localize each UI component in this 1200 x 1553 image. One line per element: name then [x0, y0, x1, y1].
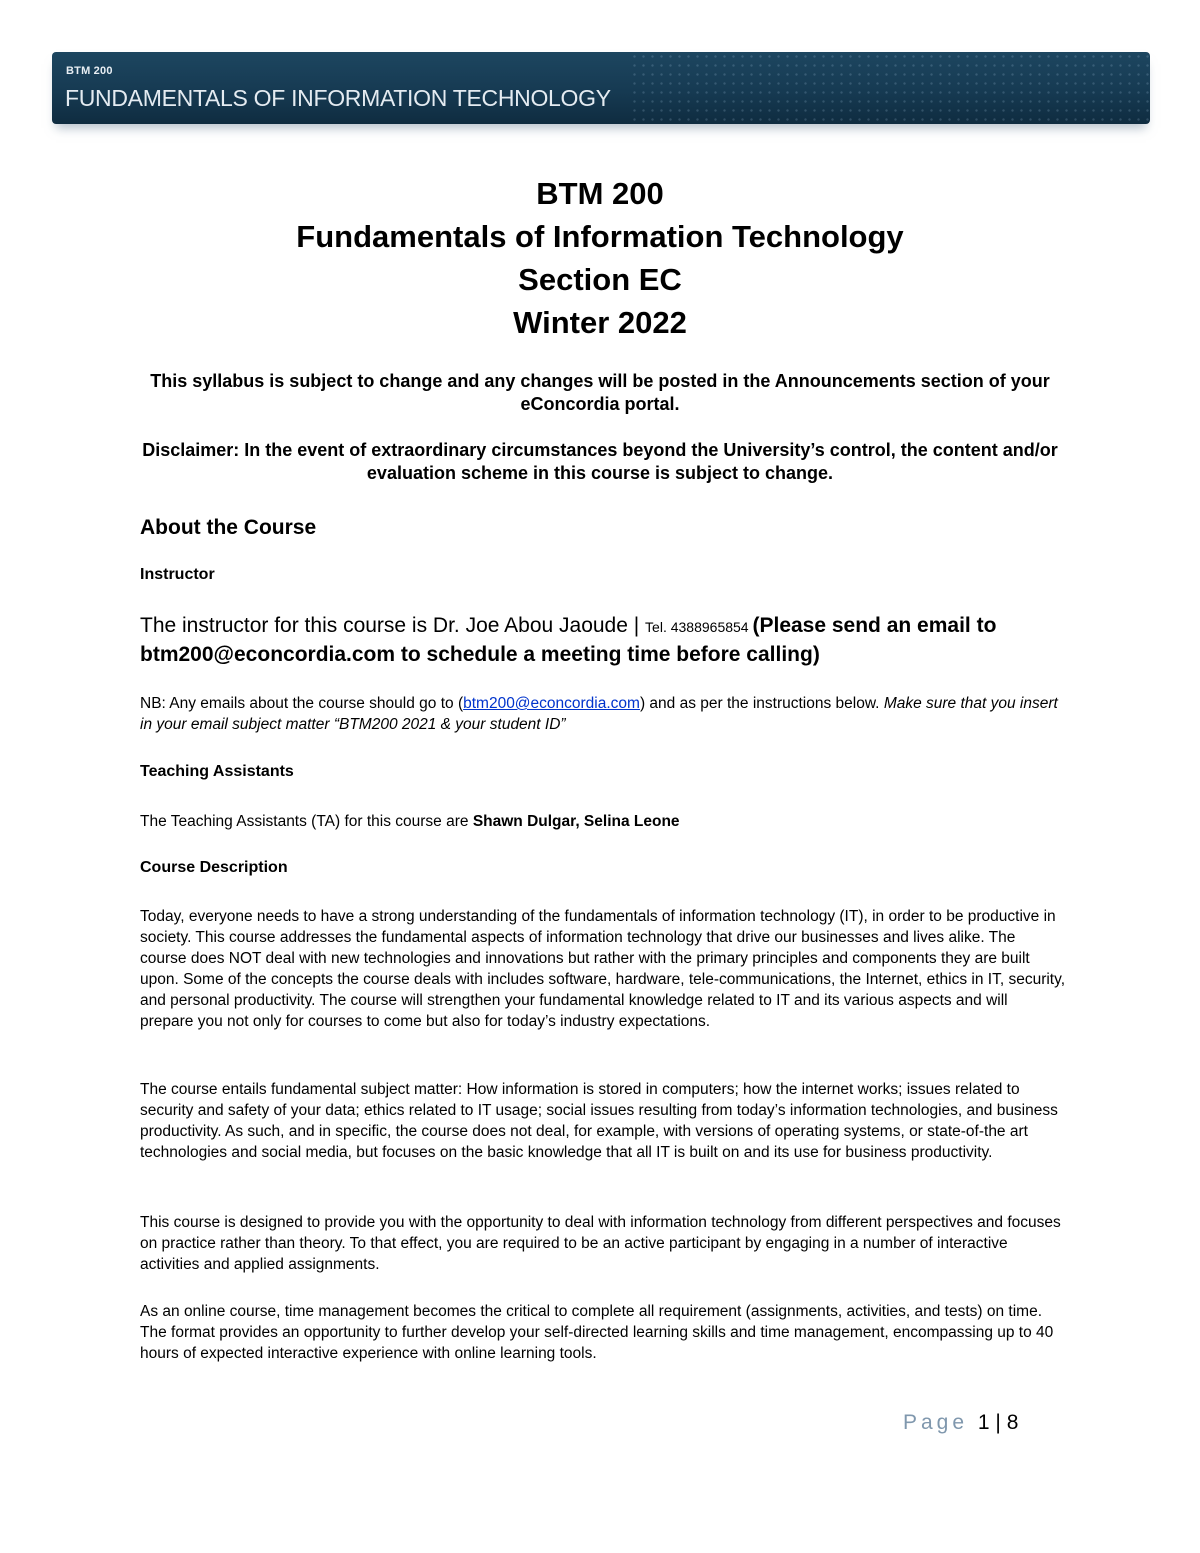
course-description-heading: Course Description — [140, 859, 288, 876]
banner-course-title: FUNDAMENTALS OF INFORMATION TECHNOLOGY — [65, 85, 611, 111]
instructor-contact-note: (Please send an email to btm200@econcordia.com to schedule a meeting time before calling) — [140, 614, 997, 666]
about-heading: About the Course — [140, 516, 317, 539]
section-title: Section EC — [518, 262, 682, 297]
instructor-tel: Tel. 4388965854 — [645, 619, 753, 635]
email-note — [140, 693, 1065, 735]
course-name-title: Fundamentals of Information Technology — [296, 219, 904, 254]
banner-course-code: BTM 200 — [66, 65, 113, 77]
email-note-text: NB: Any emails about the course should go to ( — [140, 695, 464, 712]
course-code-title: BTM 200 — [536, 176, 664, 211]
ta-names: Shawn Dulgar, Selina Leone — [472, 813, 680, 830]
banner-pattern — [630, 52, 1150, 124]
description-paragraph-4: As an online course, time management becomes the critical to complete all requirement (assignments, activities, and tests) on time. The format provides an opportunity to further develop your self-directed learning skills and time management, encompassing up to 40 hours of expected interactive experience with online learning tools. — [140, 1303, 1054, 1362]
instructor-text: The instructor for this course is Dr. Joe Abou Jaoude | — [140, 614, 646, 637]
course-banner — [52, 52, 1150, 124]
email-link[interactable]: btm200@econcordia.com — [463, 695, 640, 712]
instructor-info — [140, 612, 1060, 669]
disclaimer-notice: Disclaimer: In the event of extraordinary circumstances beyond the University’s control, the content and/or evaluation scheme in this course is subject to change. — [142, 440, 1058, 483]
ta-text: The Teaching Assistants (TA) for this course are — [140, 813, 473, 830]
page-count: 1 | 8 — [977, 1411, 1019, 1434]
change-notice: This syllabus is subject to change and any changes will be posted in the Announcements section of your eConcordia portal. — [150, 371, 1050, 414]
page-number — [903, 1411, 1018, 1435]
email-note-text-2: ) and as per the instructions below. — [639, 695, 884, 712]
description-paragraph-2: The course entails fundamental subject matter: How information is stored in computers; how the internet works; issues related to security and safety of your data; ethics related to IT usage; social issues resulting from today’s information technologies, and business productivity. As such, and in specific, the course does not deal, for example, with versions of operating systems, or state-of-the art technologies and social media, but focuses on the basic knowledge that all IT is built on and its use for business productivity. — [140, 1081, 1058, 1161]
page-label: Page — [903, 1411, 978, 1434]
ta-info — [140, 811, 1065, 832]
email-subject-instruction: Make sure that you insert in your email subject matter “BTM200 2021 & your student ID” — [140, 695, 1058, 733]
term-title: Winter 2022 — [513, 305, 687, 340]
instructor-heading: Instructor — [140, 566, 215, 583]
description-paragraph-3: This course is designed to provide you with the opportunity to deal with information technology from different perspectives and focuses on practice rather than theory. To that effect, you are required to be an active participant by engaging in a number of interactive activities and applied assignments. — [140, 1214, 1061, 1273]
ta-heading: Teaching Assistants — [140, 763, 294, 780]
description-paragraph-1: Today, everyone needs to have a strong understanding of the fundamentals of information technology (IT), in order to be productive in society. This course addresses the fundamental aspects of information technology that drive our businesses and lives alike. The course does NOT deal with new technologies and innovations but rather with the primary principles and components they are built upon. Some of the concepts the course deals with includes software, hardware, tele-communications, the Internet, ethics in IT, security, and personal productivity. The course will strengthen your fundamental knowledge related to IT and its various aspects and will prepare you not only for courses to come but also for today’s industry expectations. — [140, 908, 1066, 1030]
